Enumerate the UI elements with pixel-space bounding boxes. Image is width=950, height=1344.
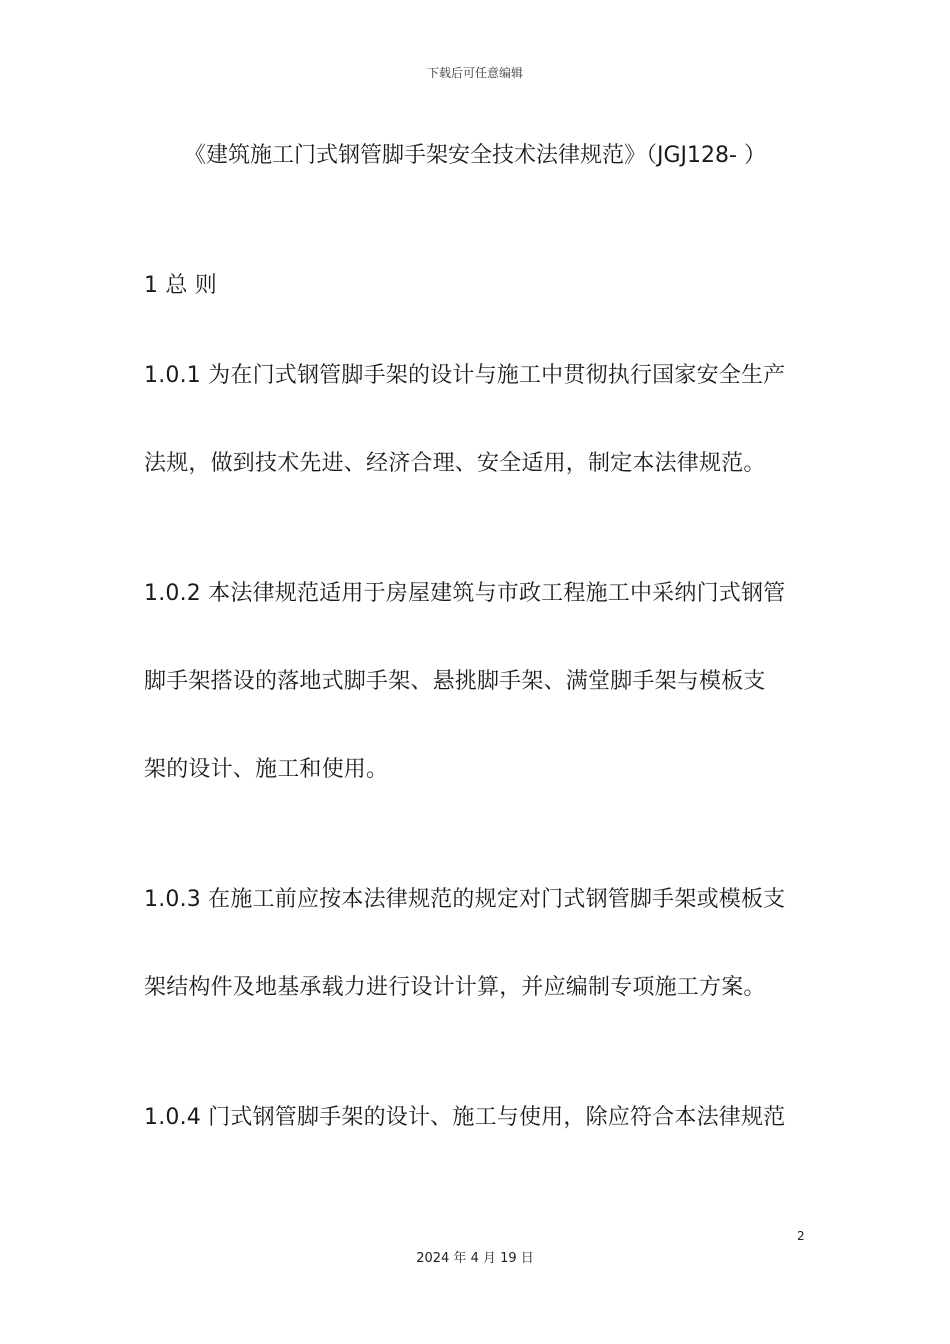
paragraph-line: 法规，做到技术先进、经济合理、安全适用，制定本法律规范。	[144, 451, 766, 476]
header-note: 下载后可任意编辑	[426, 66, 523, 80]
footer-date: 2024 年 4 月 19 日	[416, 1251, 534, 1266]
document-title: 《建筑施工门式钢管脚手架安全技术法律规范》（JGJ128- ）	[184, 143, 766, 168]
paragraph-line: 架的设计、施工和使用。	[144, 757, 389, 782]
paragraph-line: 1.0.4 门式钢管脚手架的设计、施工与使用，除应符合本法律规范	[144, 1105, 786, 1130]
paragraph-line: 架结构件及地基承载力进行设计计算，并应编制专项施工方案。	[144, 975, 766, 1000]
paragraph-line: 1.0.3 在施工前应按本法律规范的规定对门式钢管脚手架或模板支	[144, 887, 786, 912]
page-number: 2	[797, 1229, 805, 1243]
paragraph-line: 1.0.1 为在门式钢管脚手架的设计与施工中贯彻执行国家安全生产	[144, 363, 786, 388]
section-heading: 1 总 则	[144, 273, 217, 298]
paragraph-line: 1.0.2 本法律规范适用于房屋建筑与市政工程施工中采纳门式钢管	[144, 581, 786, 606]
paragraph-line: 脚手架搭设的落地式脚手架、悬挑脚手架、满堂脚手架与模板支	[144, 669, 766, 694]
